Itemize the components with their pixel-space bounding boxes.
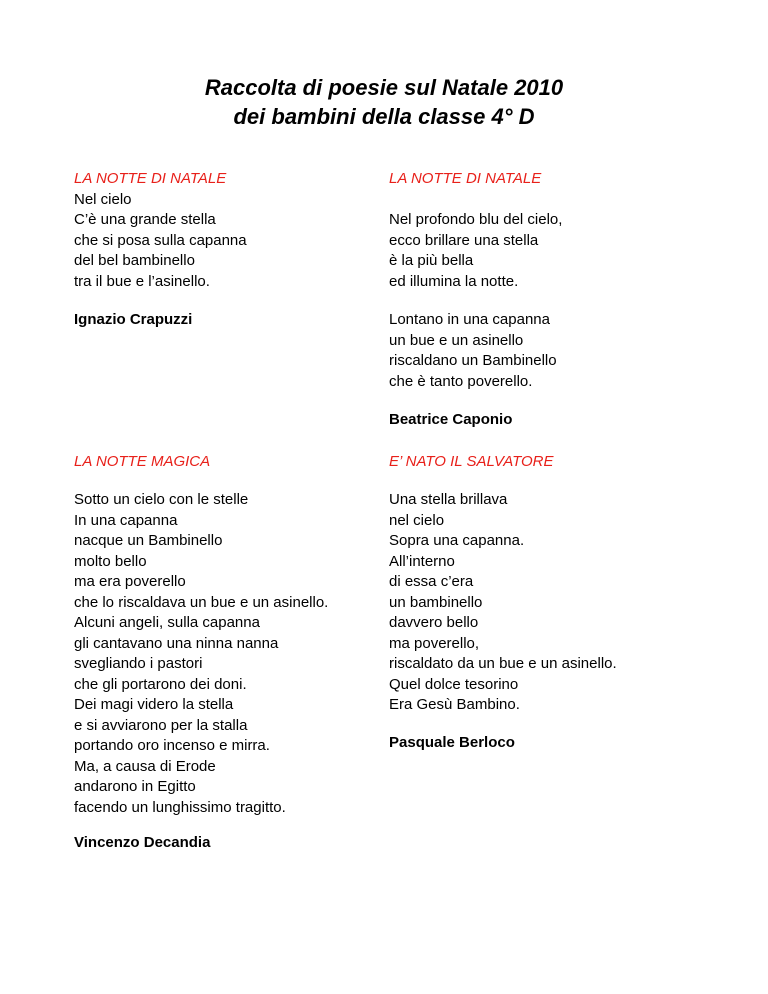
poem-line: molto bello [74,552,147,570]
poem-line: Una stella brillava [389,491,508,508]
poem-line: ecco brillare una stella [389,231,539,249]
poem-line: tra il bue e l’asinello. [74,272,210,290]
poem-3-heading: LA NOTTE MAGICA [74,453,211,470]
poem-line: In una capanna [74,511,178,529]
poem-line: riscaldato da un bue e un asinello. [389,655,617,672]
poem-line: Dei magi videro la stella [74,696,234,713]
poem-line: svegliando i pastori [74,655,203,672]
poem-line: davvero bello [389,614,479,631]
poem-line: Era Gesù Bambino. [389,696,520,713]
poem-line: un bue e un asinello [389,331,524,349]
poem-line: riscaldano un Bambinello [389,352,557,369]
poem-2-author: Beatrice Caponio [389,411,513,428]
poem-line: che lo riscaldava un bue e un asinello. [74,593,329,611]
poem-2-stanza-2 [389,310,557,392]
poem-line: che gli portarono dei doni. [74,675,247,693]
poem-line: e si avviarono per la stalla [74,716,248,734]
poem-2-stanza-1 [389,210,562,292]
poem-line: Alcuni angeli, sulla capanna [74,614,260,631]
poem-line: facendo un lunghissimo tragitto. [74,798,286,816]
poem-line: di essa c’era [389,573,474,590]
poem-4-heading: E’ NATO IL SALVATORE [389,453,554,470]
poem-line: ed illumina la notte. [389,272,519,290]
poem-line: Lontano in una capanna [389,311,550,328]
poem-line: un bambinello [389,593,483,611]
poem-3-author: Vincenzo Decandia [74,834,211,851]
poem-line: Ma, a causa di Erode [74,757,216,775]
poem-line: Nel profondo blu del cielo, [389,211,563,228]
poem-line: del bel bambinello [74,252,195,269]
poem-line: ma poverello, [389,634,480,652]
poem-line: C’è una grande stella [74,211,216,228]
poem-line: gli cantavano una ninna nanna [74,634,279,652]
poem-line: All’interno [389,552,455,570]
poem-4-author: Pasquale Berloco [389,734,515,751]
poem-line: Sotto un cielo con le stelle [74,491,249,508]
poem-line: nel cielo [389,511,445,529]
poem-line: Sopra una capanna. [389,532,525,549]
document-title-line-1: Raccolta di poesie sul Natale 2010 [204,75,564,100]
poem-line: è la più bella [389,252,474,269]
poem-line: nacque un Bambinello [74,532,223,549]
poem-line: Quel dolce tesorino [389,675,519,693]
poem-line: che è tanto poverello. [389,372,533,390]
poem-line: che si posa sulla capanna [74,231,247,249]
poem-1-heading: LA NOTTE DI NATALE [74,170,227,187]
poem-4-body [389,490,617,716]
poem-line: Nel cielo [74,190,132,208]
poem-2-heading: LA NOTTE DI NATALE [389,170,542,187]
document-title-line-2: dei bambini della classe 4° D [233,104,535,129]
poem-line: portando oro incenso e mirra. [74,737,270,754]
poem-3-body [74,490,328,818]
poem-line: andarono in Egitto [74,778,196,795]
poem-line: ma era poverello [74,573,186,590]
poem-1-author: Ignazio Crapuzzi [74,311,193,328]
poem-1 [74,169,247,292]
